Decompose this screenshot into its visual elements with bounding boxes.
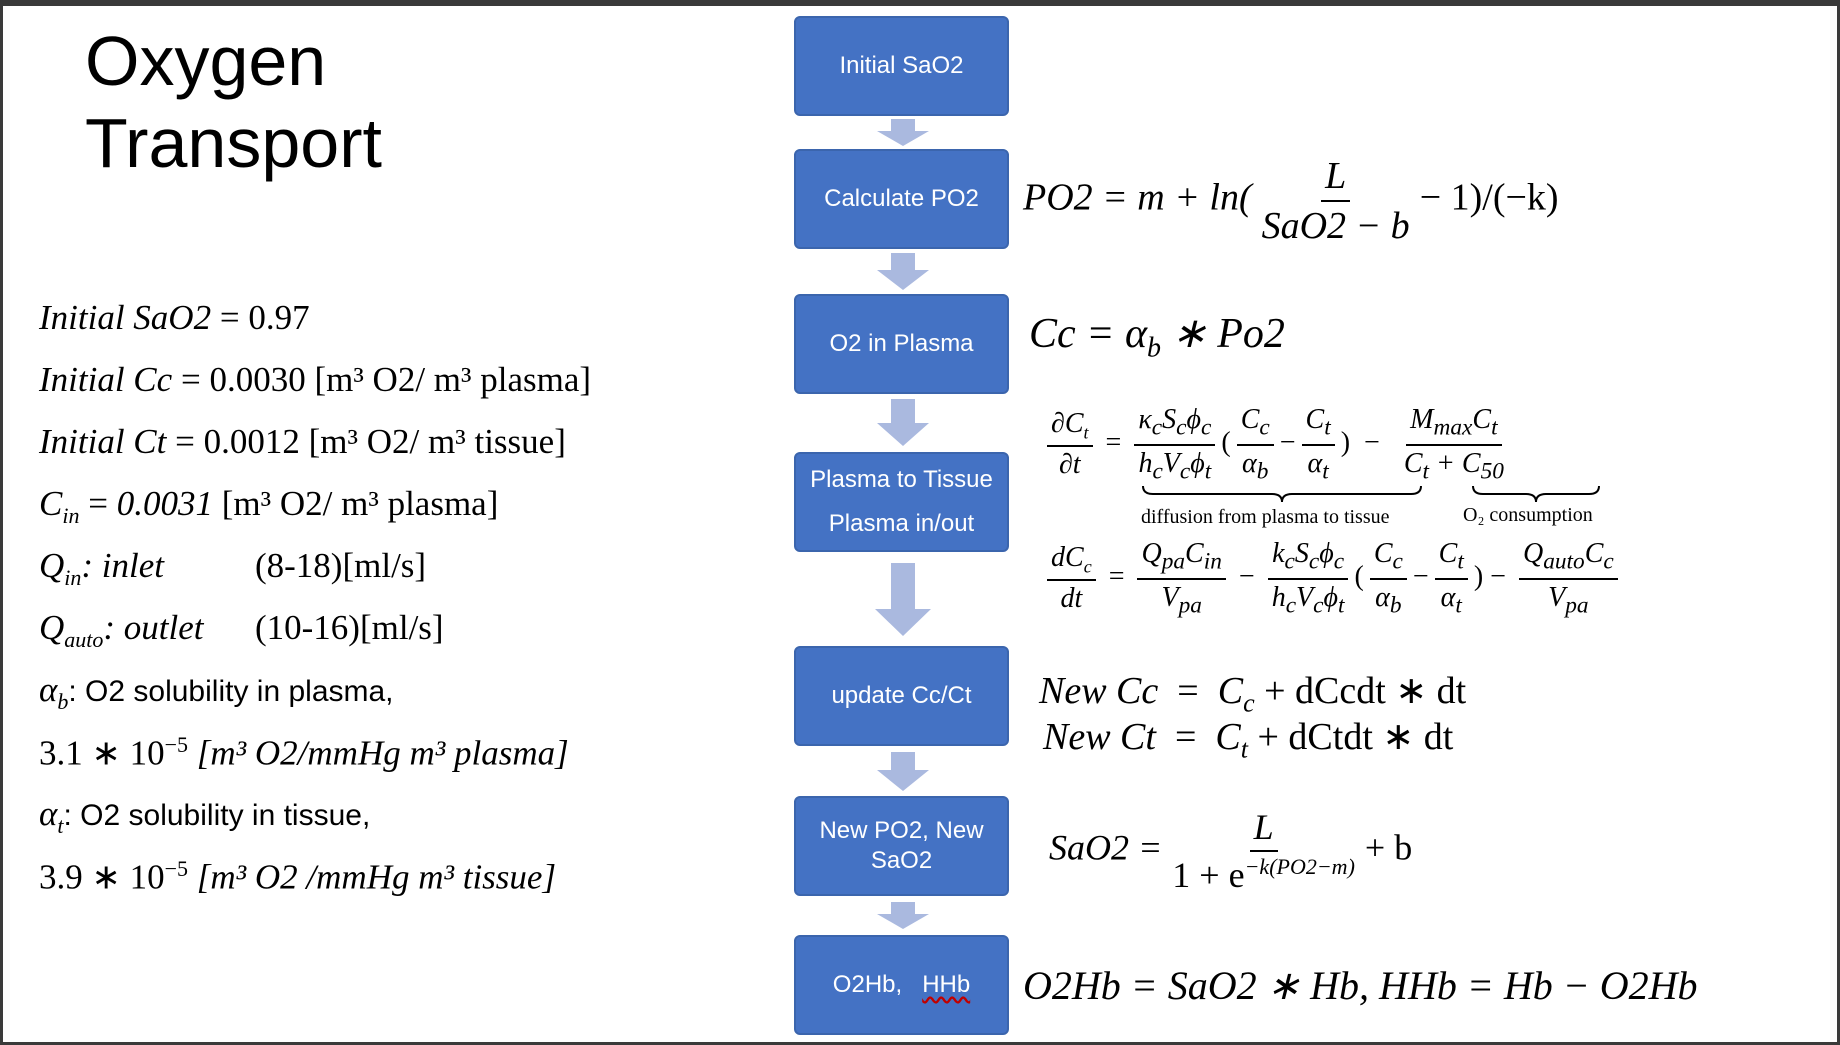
arrow-2 bbox=[873, 253, 933, 291]
title-line-2: Transport bbox=[85, 104, 382, 182]
equation-dcc-dt: $\frac{dC_c}{dt}$ = $\frac{Q_{pa}C_{in}}{V_{pa}}$ − $\frac{k_cS_c\phi_c}{h_cV_c\phi_t}$ ( $\frac{C_c}{\alpha_b}$ − $\frac{C_t}{\alpha_t}$ ) − $\frac{Q_{auto}C_c}{V_{pa}}$ bbox=[1041, 538, 1624, 619]
box-new-po2-sao2: New PO2, New SaO2 bbox=[794, 796, 1009, 896]
box-update-cc-ct: update Cc/Ct bbox=[794, 646, 1009, 746]
equation-dct-dt: $\frac{\partial C_t}{\partial t}$ = $\frac{\kappa_cS_c\phi_c}{h_cV_c\phi_t}$ ( $\frac{C_c}{\alpha_b}$ − $\frac{C_t}{\alpha_t}$ ) − $\frac{M_{max}C_t}{C_t + C_{50}}$ bbox=[1041, 404, 1514, 485]
param-alpha-b-value: 3.1 ∗ $10^{-5}$ [m³ O2/mmHg m³ plasma] bbox=[39, 732, 569, 773]
equation-hb: O2Hb = SaO2 ∗ Hb, HHb = Hb − O2Hb bbox=[1023, 963, 1698, 1008]
arrow-1 bbox=[873, 119, 933, 147]
equation-sao2: SaO2 = $\frac{L}{1 + e^{-k(PO2-m)}}$ + b bbox=[1049, 807, 1413, 895]
param-qauto: $Q_{auto}$: outlet (10-16)[ml/s] bbox=[39, 608, 444, 652]
equation-cc: $Cc = \alpha_b$ ∗ Po2 bbox=[1029, 311, 1285, 364]
equation-new-cc: New $Cc = C_c$ + dCcdt ∗ dt bbox=[1039, 670, 1467, 718]
box-initial-sao2: Initial SaO2 bbox=[794, 16, 1009, 116]
equation-new-ct: New $Ct = C_t$ + dCtdt ∗ dt bbox=[1043, 716, 1454, 764]
box-calculate-po2: Calculate PO2 bbox=[794, 149, 1009, 249]
diffusion-brace bbox=[1141, 484, 1423, 504]
param-alpha-b: $\alpha_b$: O2 solubility in plasma, bbox=[39, 670, 394, 714]
param-initial-sao2: Initial SaO2 = 0.97 bbox=[39, 298, 310, 337]
equation-po2: PO2 = m + ln( $\frac{L}{\text{SaO2 − b}}$ − 1)/(−k) bbox=[1023, 155, 1559, 247]
box-o2-in-plasma: O2 in Plasma bbox=[794, 294, 1009, 394]
box-o2hb-hhb: O2Hb, HHb bbox=[794, 935, 1009, 1035]
param-initial-ct: Initial Ct = 0.0012 [m³ O2/ m³ tissue] bbox=[39, 422, 566, 461]
arrow-3 bbox=[873, 399, 933, 447]
param-alpha-t-value: 3.9 ∗ $10^{-5}$ [m³ O2 /mmHg m³ tissue] bbox=[39, 856, 557, 897]
arrow-4 bbox=[873, 563, 933, 637]
title-line-1: Oxygen bbox=[85, 22, 327, 100]
diffusion-label: diffusion from plasma to tissue bbox=[1141, 506, 1390, 528]
consumption-brace bbox=[1471, 484, 1601, 504]
param-initial-cc: Initial Cc = 0.0030 [m³ O2/ m³ plasma] bbox=[39, 360, 592, 399]
param-qin: $Q_{in}$: inlet (8-18)[ml/s] bbox=[39, 546, 427, 590]
param-cin: $C_{in} = 0.0031$ [m³ O2/ m³ plasma] bbox=[39, 484, 499, 528]
arrow-6 bbox=[873, 902, 933, 930]
consumption-label: O₂ consumption bbox=[1463, 504, 1593, 526]
slide bbox=[3, 6, 1837, 1042]
box-plasma-to-tissue: Plasma to Tissue Plasma in/out bbox=[794, 452, 1009, 552]
param-alpha-t: $\alpha_t$: O2 solubility in tissue, bbox=[39, 794, 371, 838]
arrow-5 bbox=[873, 752, 933, 792]
slide-title bbox=[85, 20, 382, 184]
